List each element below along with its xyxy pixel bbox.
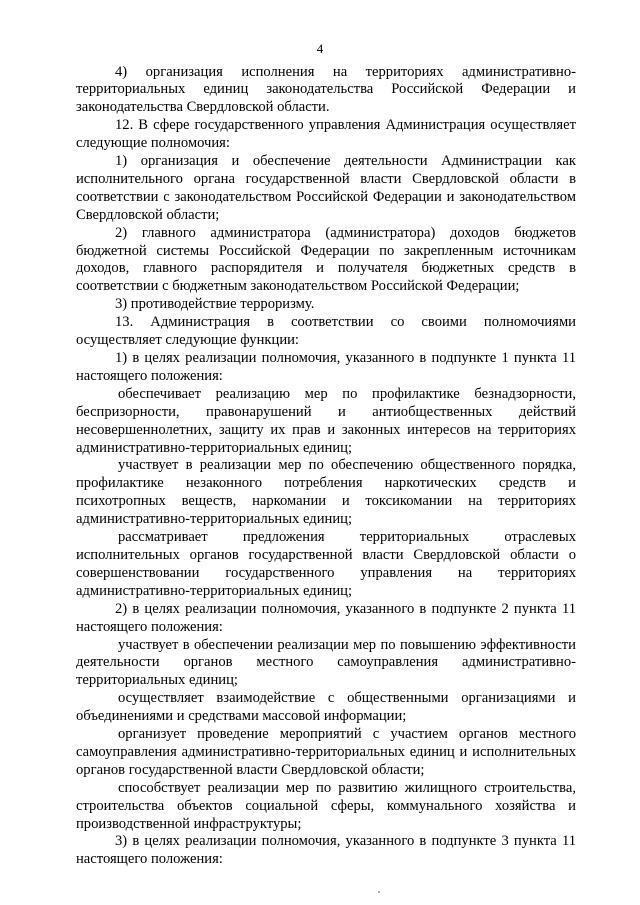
paragraph: осуществляет взаимодействие с общественными организациями и объединениями и средствами массовой информации; [76,690,576,725]
paragraph: 2) в целях реализации полномочия, указанного в подпункте 2 пункта 11 настоящего положения: [76,600,576,635]
document-body [76,64,576,870]
paragraph: обеспечивает реализацию мер по профилактике безнадзорности, беспризорности, правонарушений и антиобщественных действий несовершеннолетних, защиту их прав и законных интересов на территориях административно-территориальных единиц; [76,385,576,456]
paragraph: участвует в обеспечении реализации мер по повышению эффективности деятельности органов местного самоуправления административно-территориальных единиц; [76,636,576,689]
page-number: 4 [316,41,324,56]
scan-speck [378,891,380,893]
paragraph: 1) в целях реализации полномочия, указанного в подпункте 1 пункта 11 настоящего положения: [76,350,576,384]
paragraph: участвует в реализации мер по обеспечению общественного порядка, профилактике незаконного потребления наркотических средств и психотропных веществ, наркомании и токсикомании на территориях административно-территориальных единиц; [76,457,576,528]
paragraph: рассматривает предложения территориальных отраслевых исполнительных органов государственной власти Свердловской области о совершенствовании государственного управления на территориях административно-территориальных единиц; [76,529,576,599]
paragraph: 13. Администрация в соответствии со своими полномочиями осуществляет следующие функции: [76,314,576,349]
paragraph: 3) противодействие терроризму. [115,296,315,313]
paragraph: способствует реализации мер по развитию жилищного строительства, строительства объектов социальной сферы, коммунального хозяйства и производственной инфраструктуры; [76,779,576,832]
paragraph: 2) главного администратора (администратора) доходов бюджетов бюджетной системы Российской Федерации по закрепленным источникам доходов, главного распорядителя и получателя бюджетных средств в соответствии с бюджетным законодательством Российской Федерации; [76,224,576,295]
paragraph: 3) в целях реализации полномочия, указанного в подпункте 3 пункта 11 настоящего положения: [76,833,576,868]
paragraph: 4) организация исполнения на территориях административно-территориальных единиц законодательства Российской Федерации и законодательства Свердловской области. [76,63,576,116]
paragraph: 12. В сфере государственного управления Администрация осуществляет следующие полномочия: [76,117,576,152]
paragraph: 1) организация и обеспечение деятельности Администрации как исполнительного органа государственной власти Свердловской области в соответствии с законодательством Российской Федерации и законодательством Свердловской области; [76,153,576,223]
paragraph: организует проведение мероприятий с участием органов местного самоуправления административно-территориальных единиц и исполнительных органов государственной власти Свердловской области; [76,726,576,778]
